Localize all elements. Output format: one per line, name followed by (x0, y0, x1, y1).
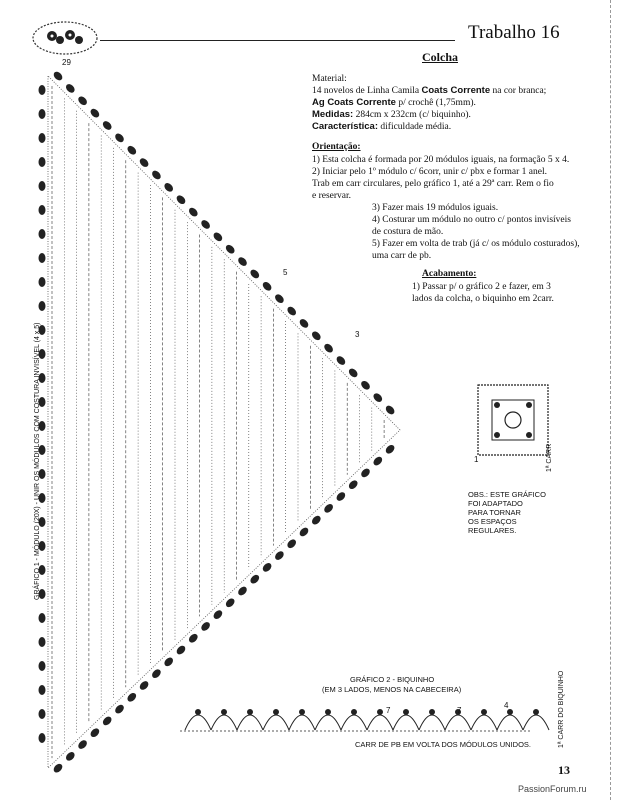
chart-row-number-29: 29 (62, 58, 71, 67)
orientacao-line-3: Trab em carr circulares, pelo gráfico 1, até a 29ª carr. Rem o fio (312, 179, 554, 189)
acabamento-line-1: 1) Passar p/ o gráfico 2 e fazer, em 3 (412, 282, 551, 292)
grafico2-row-label: 1ª CARR DO BIQUINHO (558, 670, 565, 748)
orientacao-title: Orientação: (312, 142, 361, 152)
pattern-title: Colcha (422, 50, 458, 64)
page-number: 13 (558, 763, 570, 777)
grafico2-title: GRÁFICO 2 - BIQUINHO (350, 675, 435, 684)
orientacao-line-1: 1) Esta colcha é formada por 20 módulos iguais, na formação 5 x 4. (312, 155, 570, 165)
material-label: Material: (312, 74, 347, 84)
orientacao-line-4: e reservar. (312, 191, 352, 201)
grafico2-subtitle: (EM 3 LADOS, MENOS NA CABECEIRA) (322, 685, 462, 694)
orientacao-line-2: 2) Iniciar pelo 1º módulo c/ 6corr, unir c/ pbx e formar 1 anel. (312, 167, 547, 177)
orientacao-line-6: 4) Costurar um módulo no outro c/ pontos invisíveis (372, 215, 571, 225)
grafico2-number-4: 4 (504, 701, 509, 710)
site-watermark: PassionForum.ru (518, 784, 587, 794)
material-line-2: Ag Coats Corrente p/ crochê (1,75mm). (312, 97, 476, 108)
chart-row-number-1: 1 (474, 455, 479, 464)
grafico2-number-7b: 7 (457, 706, 462, 715)
chart-row-number-3: 3 (355, 330, 360, 339)
chart1-row-label: 1ª CARR (546, 443, 553, 472)
acabamento-line-2: lados da colcha, o biquinho em 2carr. (412, 294, 554, 304)
material-line-1: 14 novelos de Linha Camila Coats Corrente na cor branca; (312, 85, 547, 96)
chart1-side-label: GRÁFICO 1 - MÓDULO (20X) - UNIR OS MÓDULOS COM COSTURA INVISÍVEL (4 x 5) (34, 322, 41, 600)
medidas-line: Medidas: 284cm x 232cm (c/ biquinho). (312, 109, 471, 120)
orientacao-line-7: de costura de mão. (372, 227, 444, 237)
page-title: Trabalho 16 (468, 22, 560, 43)
orientacao-line-9: uma carr de pb. (372, 251, 432, 261)
obs-note: OBS.: ESTE GRÁFICO FOI ADAPTADO PARA TORNAR OS ESPAÇOS REGULARES. (468, 490, 546, 535)
motif-center-diagram (478, 385, 548, 455)
caracteristica-line: Característica: dificuldade média. (312, 121, 452, 132)
grafico2-number-7: 7 (386, 706, 391, 715)
chart-row-number-5: 5 (283, 268, 288, 277)
orientacao-line-5: 3) Fazer mais 19 módulos iguais. (372, 203, 499, 213)
page-edge (610, 0, 611, 800)
acabamento-title: Acabamento: (422, 269, 477, 279)
grafico2-base-label: CARR DE PB EM VOLTA DOS MÓDULOS UNIDOS. (355, 740, 532, 749)
orientacao-line-8: 5) Fazer em volta de trab (já c/ os módulo costurados), (372, 239, 580, 249)
